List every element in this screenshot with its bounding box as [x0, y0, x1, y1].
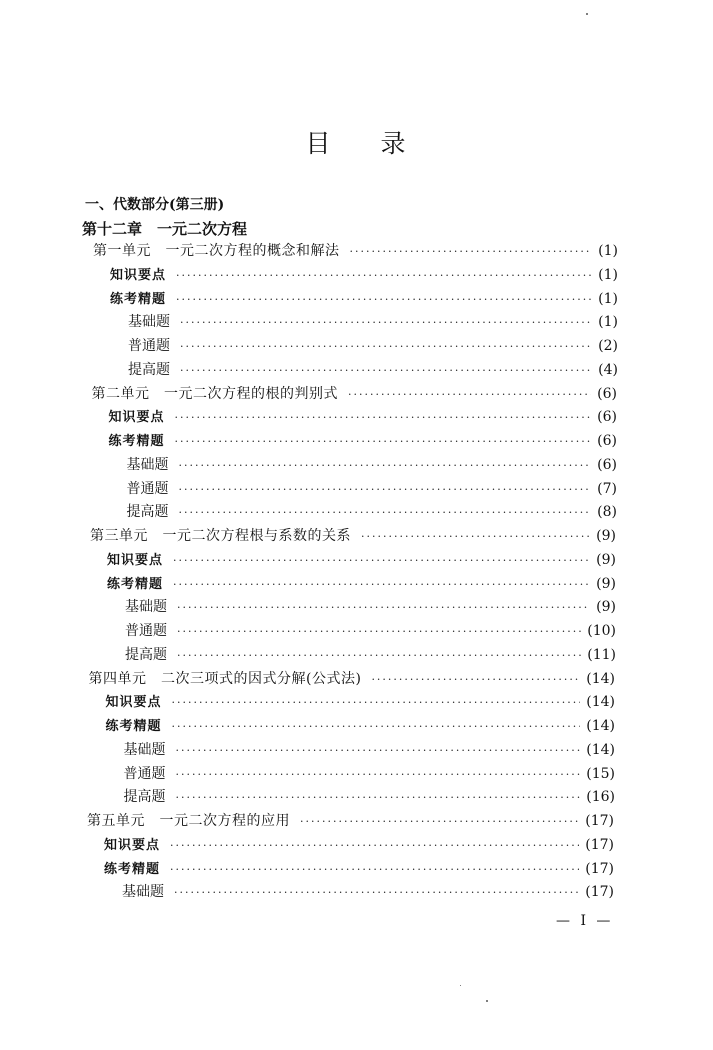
dot-leader — [371, 670, 580, 690]
toc-entry-page-number: (9) — [596, 528, 616, 544]
toc-entry-label: 练考精题 — [104, 861, 161, 877]
dot-leader — [176, 788, 581, 808]
toc-entry-sub — [104, 835, 614, 855]
toc-entry-basic — [125, 597, 616, 617]
dot-leader — [170, 836, 579, 856]
toc-entry-page-number: (14) — [586, 718, 615, 734]
toc-entry-page-number: (6) — [597, 456, 617, 473]
toc-entry-basic — [125, 621, 616, 641]
dot-leader — [350, 242, 593, 262]
toc-entry-sub — [110, 289, 618, 309]
dot-leader — [173, 551, 590, 571]
toc-entry-basic — [128, 312, 618, 332]
toc-entry-page-number: (14) — [586, 670, 615, 687]
dot-leader — [176, 741, 581, 761]
dot-leader — [172, 693, 581, 713]
dot-leader — [179, 503, 592, 523]
toc-entry-basic — [124, 740, 616, 760]
toc-entry-page-number: (9) — [596, 599, 616, 616]
dot-leader — [348, 385, 591, 405]
toc-entry-label: 基础题 — [126, 456, 169, 473]
toc-entry-page-number: (9) — [596, 575, 616, 592]
scan-speck — [586, 13, 588, 15]
dot-leader — [175, 432, 592, 452]
toc-entry-label: 知识要点 — [107, 552, 164, 568]
dot-leader — [172, 717, 581, 737]
dot-leader — [176, 266, 592, 286]
dot-leader — [170, 860, 579, 880]
toc-entry-page-number: (17) — [585, 884, 614, 901]
toc-entry-basic — [125, 645, 616, 665]
toc-entry-page-number: (8) — [597, 504, 617, 521]
toc-entry-label: 基础题 — [122, 884, 164, 901]
toc-entry-page-number: (1) — [598, 290, 618, 307]
toc-entry-page-number: (11) — [587, 646, 616, 663]
toc-entry-page-number: (1) — [598, 314, 618, 331]
dot-leader — [180, 361, 592, 381]
toc-entry-label: 练考精题 — [107, 576, 164, 592]
chapter-heading: 第十二章 一元二次方程 — [82, 220, 248, 238]
dot-leader — [177, 598, 590, 618]
toc-entry-label: 知识要点 — [108, 410, 165, 426]
toc-entry-label: 提高题 — [125, 646, 167, 663]
toc-entry-page-number: (6) — [597, 409, 617, 426]
toc-entry-label: 第一单元 一元二次方程的概念和解法 — [93, 243, 340, 259]
toc-entry-unit — [89, 669, 616, 689]
dot-leader — [179, 456, 592, 476]
page-title — [0, 124, 713, 160]
toc-entry-page-number: (14) — [586, 741, 615, 758]
toc-entry-page-number: (10) — [587, 623, 616, 639]
toc-entry-label: 基础题 — [125, 599, 167, 616]
dot-leader — [179, 480, 592, 500]
toc-entry-page-number: (17) — [585, 813, 614, 829]
toc-entry-page-number: (9) — [596, 551, 616, 568]
toc-entry-sub — [106, 716, 616, 736]
dot-leader — [361, 527, 590, 547]
toc-entry-sub — [107, 574, 616, 594]
toc-entry-page-number: (2) — [598, 338, 618, 354]
dot-leader — [175, 408, 592, 428]
page-folio: — I — — [556, 913, 614, 929]
toc-entry-page-number: (1) — [598, 243, 618, 259]
toc-entry-label: 第二单元 一元二次方程的根的判别式 — [91, 385, 338, 402]
toc-entry-page-number: (6) — [597, 385, 617, 402]
toc-entry-label: 知识要点 — [105, 695, 162, 711]
scan-speck — [460, 985, 461, 986]
dot-leader — [176, 290, 592, 310]
toc-entry-unit — [90, 526, 616, 546]
part-heading: 一、代数部分(第三册) — [85, 197, 225, 213]
dot-leader — [173, 575, 590, 595]
toc-entry-label: 第五单元 一元二次方程的应用 — [87, 813, 290, 829]
toc-entry-basic — [124, 787, 616, 807]
toc-entry-basic — [128, 360, 618, 380]
toc-entry-basic — [128, 336, 618, 356]
toc-entry-unit — [93, 241, 618, 261]
toc-entry-page-number: (16) — [586, 789, 615, 806]
toc-entry-sub — [109, 431, 618, 451]
title-char-2: 录 — [380, 129, 408, 158]
toc-entry-basic — [127, 455, 618, 475]
toc-entry-sub — [104, 859, 614, 879]
toc-entry-page-number: (7) — [597, 480, 617, 497]
scan-speck — [486, 1000, 488, 1002]
toc-entry-label: 练考精题 — [108, 434, 165, 449]
toc-entry-label: 普通题 — [123, 765, 166, 782]
toc-entry-sub — [109, 407, 618, 427]
toc-entry-label: 普通题 — [126, 480, 169, 497]
toc-entry-label: 第四单元 二次三项式的因式分解(公式法) — [88, 670, 362, 687]
dot-leader — [180, 313, 592, 333]
toc-entry-basic — [127, 479, 618, 499]
toc-entry-basic — [122, 882, 614, 902]
dot-leader — [177, 622, 581, 642]
dot-leader — [177, 646, 581, 666]
toc-entry-label: 练考精题 — [110, 291, 167, 307]
toc-entry-label: 普通题 — [128, 338, 170, 354]
toc-entry-basic — [124, 764, 616, 784]
toc-entry-page-number: (17) — [585, 860, 614, 877]
toc-entry-sub — [107, 550, 616, 570]
toc-entry-label: 提高题 — [128, 361, 170, 378]
toc-entry-label: 提高题 — [123, 789, 166, 806]
toc-entry-label: 知识要点 — [110, 267, 167, 283]
dot-leader — [176, 765, 581, 785]
toc-entry-page-number: (4) — [598, 361, 618, 378]
toc-entry-sub — [106, 692, 616, 712]
dot-leader — [180, 337, 592, 357]
dot-leader — [300, 812, 579, 832]
toc-entry-page-number: (15) — [586, 765, 615, 782]
toc-entry-label: 基础题 — [128, 314, 170, 331]
toc-entry-page-number: (17) — [585, 836, 614, 853]
toc-entry-sub — [110, 265, 618, 285]
toc-entry-label: 练考精题 — [105, 719, 162, 734]
toc-entry-label: 知识要点 — [104, 837, 161, 853]
toc-entry-page-number: (6) — [597, 433, 617, 449]
toc-entry-unit — [87, 811, 614, 831]
toc-entry-label: 提高题 — [126, 504, 169, 521]
toc-entry-label: 第三单元 一元二次方程根与系数的关系 — [90, 528, 351, 544]
dot-leader — [174, 883, 579, 903]
toc-entry-page-number: (14) — [586, 694, 615, 711]
toc-entry-unit — [92, 384, 618, 404]
toc-entry-label: 基础题 — [123, 741, 166, 758]
toc-entry-page-number: (1) — [598, 266, 618, 283]
title-char-1: 目 — [305, 129, 333, 158]
toc-entry-label: 普通题 — [125, 623, 167, 639]
toc-entry-basic — [127, 502, 618, 522]
